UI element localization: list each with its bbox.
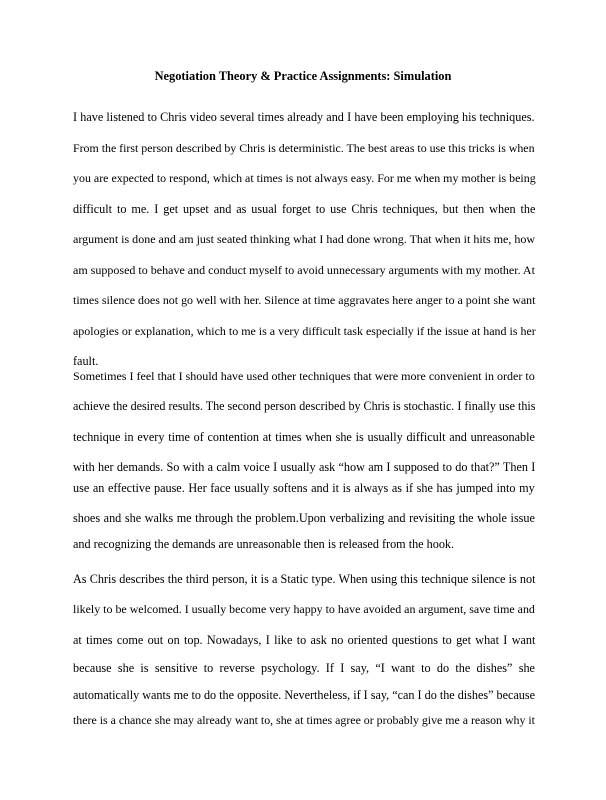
paragraph-line: achieve the desired results. The second person described by Chris is stochastic. I finally use this <box>73 399 536 413</box>
paragraph-line: From the first person described by Chris is deterministic. The best areas to use this tricks is when <box>73 141 535 155</box>
paragraph-line: technique in every time of contention at times when she is usually difficult and unreasonable <box>73 430 535 444</box>
paragraph-line: I have listened to Chris video several times already and I have been employing his techniques. <box>73 110 535 124</box>
paragraph-line: argument is done and am just seated thinking what I had done wrong. That when it hits me, how <box>73 232 536 246</box>
paragraph-line: with her demands. So with a calm voice I usually ask “how am I supposed to do that?” Then I <box>73 460 536 474</box>
paragraph-line: there is a chance she may already want to, she at times agree or probably give me a reason why it <box>73 713 535 727</box>
paragraph-line: shoes and she walks me through the problem.Upon verbalizing and revisiting the whole issue <box>73 511 535 525</box>
document-title: Negotiation Theory & Practice Assignments: Simulation <box>154 69 452 83</box>
paragraph-line: Sometimes I feel that I should have used other techniques that were more convenient in order to <box>73 369 535 383</box>
paragraph-line: As Chris describes the third person, it is a Static type. When using this technique silence is not <box>73 572 536 586</box>
paragraph-line: because she is sensitive to reverse psychology. If I say, “I want to do the dishes” she <box>73 661 535 675</box>
paragraph-line: difficult to me. I get upset and as usual forget to use Chris techniques, but then when the <box>73 202 536 216</box>
paragraph-line: fault. <box>73 354 99 368</box>
paragraph-line: at times come out on top. Nowadays, I like to ask no oriented questions to get what I want <box>73 633 536 647</box>
paragraph-line: you are expected to respond, which at times is not always easy. For me when my mother is being <box>73 171 536 185</box>
paragraph-line: apologies or explanation, which to me is a very difficult task especially if the issue at hand is her <box>73 324 536 338</box>
paragraph-line: am supposed to behave and conduct myself to avoid unnecessary arguments with my mother. At <box>73 263 535 277</box>
paragraph-line: automatically wants me to do the opposite. Nevertheless, if I say, “can I do the dishes” because <box>73 688 536 702</box>
paragraph-line: times silence does not go well with her. Silence at time aggravates here anger to a point she want <box>73 293 536 307</box>
paragraph-line: and recognizing the demands are unreasonable then is released from the hook. <box>73 537 455 551</box>
paragraph-line: use an effective pause. Her face usually softens and it is always as if she has jumped into my <box>73 481 535 495</box>
paragraph-line: likely to be welcomed. I usually become very happy to have avoided an argument, save time and <box>73 602 535 616</box>
